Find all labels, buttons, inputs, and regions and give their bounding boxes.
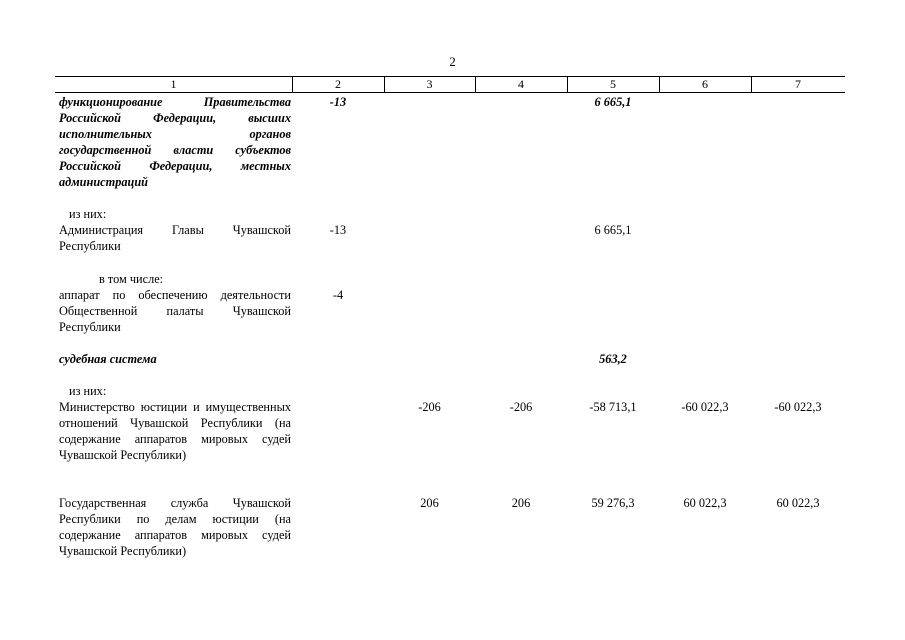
table-header-row [55, 76, 845, 93]
value-col-5: -58 713,1 [589, 400, 637, 414]
value-col-4: 206 [511, 496, 531, 510]
row-description: Государственная служба Чувашской Республики по делам юстиции (на содержание аппаратов мировых судей Чувашской Республики) [59, 496, 291, 558]
value-col-4: -206 [509, 400, 533, 414]
row-description: функционирование Правительства Российской Федерации, высших исполнительных органов государственной власти субъектов Российской Федерации, местных администраций [59, 95, 291, 189]
value-col-5: 6 665,1 [594, 223, 632, 237]
header-col-1: 1 [170, 77, 177, 91]
header-col-4: 4 [518, 77, 524, 91]
header-col-2: 2 [335, 77, 341, 91]
row-subheading: из них: [69, 384, 107, 398]
header-col-3: 3 [426, 77, 433, 91]
row-description: судебная система [59, 352, 157, 366]
header-col-7: 7 [795, 77, 801, 91]
row-subheading: из них: [69, 207, 107, 221]
value-col-6: 60 022,3 [683, 496, 727, 510]
value-col-5: 563,2 [599, 352, 627, 366]
value-col-7: -60 022,3 [774, 400, 822, 414]
value-col-6: -60 022,3 [681, 400, 729, 414]
value-col-2: -13 [329, 223, 347, 237]
row-description: Администрация Главы Чувашской Республики [59, 223, 291, 253]
value-col-5: 59 276,3 [591, 496, 635, 510]
header-col-5: 5 [610, 77, 616, 91]
row-description: аппарат по обеспечению деятельности Общественной палаты Чувашской Республики [59, 288, 291, 334]
value-col-5: 6 665,1 [594, 95, 632, 109]
page-number: 2 [449, 54, 456, 69]
header-col-6: 6 [702, 77, 708, 91]
value-col-2: -13 [329, 95, 347, 109]
value-col-2: -4 [332, 288, 344, 302]
value-col-3: 206 [420, 496, 439, 510]
row-description: Министерство юстиции и имущественных отношений Чувашской Республики (на содержание аппаратов мировых судей Чувашской Республики) [59, 400, 291, 462]
row-subheading: в том числе: [99, 272, 164, 286]
value-col-7: 60 022,3 [776, 496, 820, 510]
value-col-3: -206 [418, 400, 441, 414]
